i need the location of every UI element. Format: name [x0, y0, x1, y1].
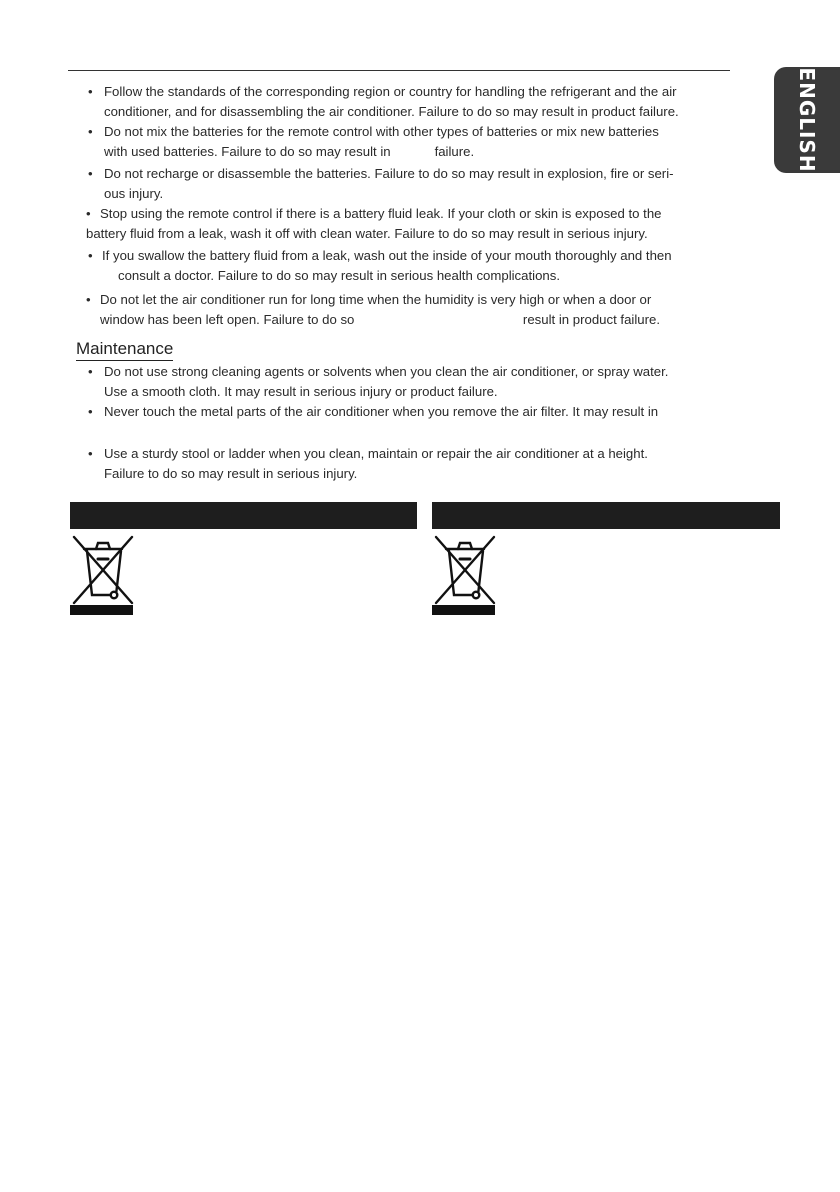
- crossed-out-wheelie-bin-icon: [68, 533, 138, 605]
- item-line: Follow the standards of the corresponding region or country for handling the refrigerant and the air: [104, 84, 677, 99]
- item-line: Stop using the remote control if there is a battery fluid leak. If your cloth or skin is exposed to the: [100, 206, 662, 221]
- bullet: •: [88, 248, 93, 263]
- safety-item: [86, 204, 662, 244]
- safety-item: [88, 122, 659, 162]
- item-line: Do not recharge or disassemble the batteries. Failure to do so may result in explosion, fire or seri-: [104, 166, 674, 181]
- item-line: battery fluid from a leak, wash it off with clean water. Failure to do so may result in serious injury.: [86, 226, 648, 241]
- bullet: •: [86, 292, 91, 307]
- safety-item: [86, 290, 660, 330]
- bullet: •: [86, 206, 91, 221]
- item-line: Never touch the metal parts of the air conditioner when you remove the air filter. It may result in: [104, 404, 659, 419]
- item-line: Use a smooth cloth. It may result in serious injury or product failure.: [104, 384, 498, 399]
- bullet: •: [88, 446, 93, 461]
- maintenance-item: [88, 444, 648, 484]
- section-title-maintenance: Maintenance: [76, 338, 173, 361]
- item-line: ous injury.: [104, 186, 164, 201]
- item-line: with used batteries. Failure to do so may result in failure.: [104, 144, 475, 159]
- item-line: Do not use strong cleaning agents or solvents when you clean the air conditioner, or spray water.: [104, 364, 669, 379]
- safety-item: [88, 246, 672, 286]
- item-line: Do not let the air conditioner run for long time when the humidity is very high or when a door or: [100, 292, 652, 307]
- disposal-header-bar-right: [432, 502, 780, 529]
- bin-underbar: [70, 605, 133, 615]
- item-line: consult a doctor. Failure to do so may result in serious health complications.: [118, 268, 560, 283]
- item-line: window has been left open. Failure to do so result in product failure.: [100, 312, 660, 327]
- bullet: •: [88, 166, 93, 181]
- item-line: Use a sturdy stool or ladder when you clean, maintain or repair the air conditioner at a height.: [104, 446, 648, 461]
- disposal-header-bar-left: [70, 502, 417, 529]
- safety-item: [88, 164, 674, 204]
- maintenance-item: [88, 402, 659, 422]
- bullet: •: [88, 84, 93, 99]
- item-line: conditioner, and for disassembling the air conditioner. Failure to do so may result in product failure.: [104, 104, 679, 119]
- item-line: Do not mix the batteries for the remote control with other types of batteries or mix new batteries: [104, 124, 659, 139]
- item-line: Failure to do so may result in serious injury.: [104, 466, 358, 481]
- language-tab-label: ENGLISH: [795, 67, 819, 173]
- bullet: •: [88, 124, 93, 139]
- bullet: •: [88, 364, 93, 379]
- safety-item: [88, 82, 679, 122]
- bullet: •: [88, 404, 93, 419]
- item-line: If you swallow the battery fluid from a leak, wash out the inside of your mouth thoroughly and then: [102, 248, 672, 263]
- maintenance-item: [88, 362, 669, 402]
- language-tab: [774, 67, 840, 173]
- top-rule: [68, 70, 730, 71]
- bin-underbar: [432, 605, 495, 615]
- crossed-out-wheelie-bin-icon: [430, 533, 500, 605]
